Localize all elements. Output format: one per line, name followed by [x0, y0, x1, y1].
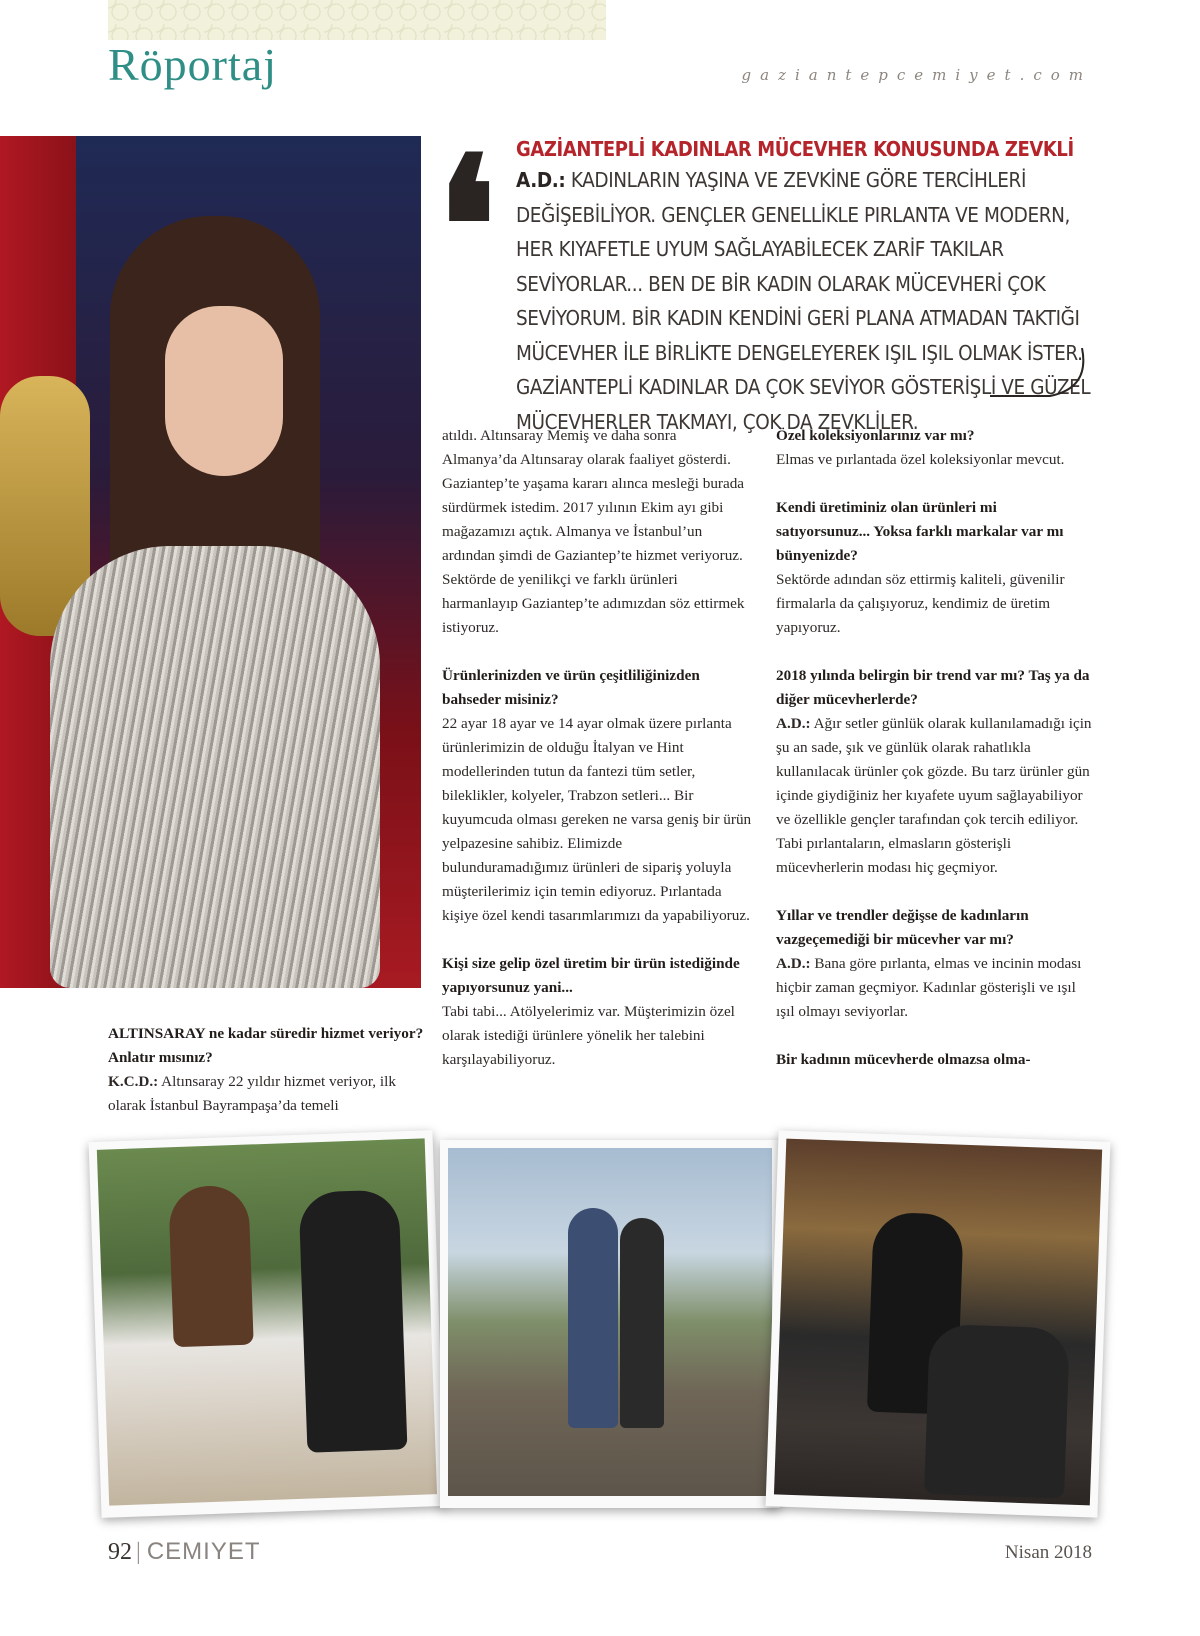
- page-footer-left: [108, 1538, 261, 1566]
- photo-cafe-couple: [89, 1130, 446, 1518]
- answer-text: 22 ayar 18 ayar ve 14 ayar olmak üzere pırlanta ürünlerimizin de olduğu İtalyan ve Hint modellerinden tutun da fantezi tüm setler, bileklikler, kolyeler, Trabzon setleri... Bir kuyumcuda olması gereken ne varsa geniş bir ürün yelpazesine sahibiz. Elimizde bulunduramadığımız ürünleri de sipariş yoluyla müşterilerimiz için temin ediyoruz. Pırlantada kişiye özel kendi tasarımlarımızı da yapabiliyoruz.: [442, 715, 752, 924]
- answer-text: [776, 952, 1094, 1024]
- section-title: Röportaj: [108, 39, 277, 90]
- answer-text: [108, 1070, 424, 1118]
- question-heading: Bir kadının mücevherde olmazsa olma-: [776, 1051, 1031, 1068]
- magazine-name: CEMIYET: [146, 1538, 261, 1565]
- question-heading: Özel koleksiyonlarınız var mı?: [776, 427, 975, 444]
- answer-text: Sektörde adından söz ettirmiş kaliteli, güvenilir firmalarla da çalışıyoruz, kendimiz de üretim yapıyoruz.: [776, 571, 1065, 636]
- pull-quote-text: KADINLARIN YAŞINA VE ZEVKİNE GÖRE TERCİHLERİ DEĞİŞEBİLİYOR. GENÇLER GENELLİKLE PIRLANTA VE MODERN, HER KIYAFETLE UYUM SAĞLAYABİLECEK ZARİF TAKILAR SEVİYORLAR... BEN DE BİR KADIN OLARAK MÜCEVHERİ ÇOK SEVİYORUM. BİR KADIN KENDİNİ GERİ PLANA ATMADAN TAKTIĞI MÜCEVHER İLE BİRLİKTE DENGELEYEREK IŞIL IŞIL OLMAK İSTER. GAZİANTEPLİ KADINLAR DA ÇOK SEVİYOR GÖSTERİŞLİ VE GÜZEL MÜCEVHERLER TAKMAYI, ÇOK DA ZEVKLİLER.: [516, 168, 1091, 434]
- speaker-label: K.C.D.:: [108, 1073, 159, 1090]
- article-column-middle: [442, 424, 752, 1072]
- issue-date: Nisan 2018: [1004, 1542, 1092, 1563]
- pull-quote-lead: A.D.:: [516, 168, 566, 192]
- header-ornament: [108, 0, 606, 40]
- answer-text: Tabi tabi... Atölyelerimiz var. Müşterimizin özel olarak istediği ürünlere yönelik her talebini karşılayabiliyoruz.: [442, 1003, 735, 1068]
- question-heading: Ürünlerinizden ve ürün çeşitliliğinizden bahseder misiniz?: [442, 667, 700, 708]
- photo-restaurant-couple: [766, 1130, 1111, 1517]
- speaker-label: A.D.:: [776, 955, 811, 972]
- footer-divider: |: [136, 1539, 141, 1565]
- answer-text: [776, 712, 1094, 880]
- question-heading: Yıllar ve trendler değişse de kadınların vazgeçemediği bir mücevher var mı?: [776, 907, 1029, 948]
- question-heading: 2018 yılında belirgin bir trend var mı? Taş ya da diğer mücevherlerde?: [776, 667, 1090, 708]
- article-column-left: [108, 1022, 424, 1118]
- pull-quote-title: GAZİANTEPLİ KADINLAR MÜCEVHER KONUSUNDA ZEVKLİ: [516, 137, 1074, 161]
- site-url: gaziantepcemiyet.com: [741, 66, 1092, 84]
- quote-curve-icon: [990, 348, 1090, 404]
- answer-body: Ağır setler günlük olarak kullanılamadığı için şu an sade, şık ve günlük olarak rahatlıkla kullanılacak ürünler çok gözde. Bu tarz ürünler gün içinde giydiğiniz her kıyafete uyum sağlayabiliyor ve özellikle gençler tarafından çok tercih ediliyor. Tabi pırlantaların, elmasların gösterişli mücevherlerin modası hiç geçmiyor.: [776, 715, 1092, 876]
- answer-text: Elmas ve pırlantada özel koleksiyonlar mevcut.: [776, 451, 1065, 468]
- question-heading: Kişi size gelip özel üretim bir ürün istediğinde yapıyorsunuz yani...: [442, 955, 740, 996]
- page-number: 92: [108, 1539, 132, 1565]
- photo-mountain-couple: [440, 1140, 780, 1508]
- main-portrait-photo: [0, 136, 421, 988]
- quote-mark-icon: ❛: [436, 115, 498, 338]
- article-column-right: [776, 424, 1094, 1072]
- answer-text: atıldı. Altınsaray Memiş ve daha sonra Almanya’da Altınsaray olarak faaliyet gösterdi. Gaziantep’te yaşama kararı alınca mesleği burada sürdürmek istedim. 2017 yılının Ekim ayı gibi mağazamızı açtık. Almanya ve İstanbul’un ardından şimdi de Gaziantep’te hizmet veriyoruz. Sektörde de yenilikçi ve farklı ürünleri harmanlayıp Gaziantep’te adımızdan söz ettirmek istiyoruz.: [442, 427, 745, 636]
- question-heading: Kendi üretiminiz olan ürünleri mi satıyorsunuz... Yoksa farklı markalar var mı bünyenizde?: [776, 499, 1064, 564]
- speaker-label: A.D.:: [776, 715, 811, 732]
- answer-body: Altınsaray 22 yıldır hizmet veriyor, ilk olarak İstanbul Bayrampaşa’da temeli: [108, 1073, 396, 1114]
- question-heading: ALTINSARAY ne kadar süredir hizmet veriyor? Anlatır mısınız?: [108, 1025, 424, 1066]
- answer-body: Bana göre pırlanta, elmas ve incinin modası hiçbir zaman geçmiyor. Kadınlar gösterişli ve ışıl ışıl olmayı seviyorlar.: [776, 955, 1082, 1020]
